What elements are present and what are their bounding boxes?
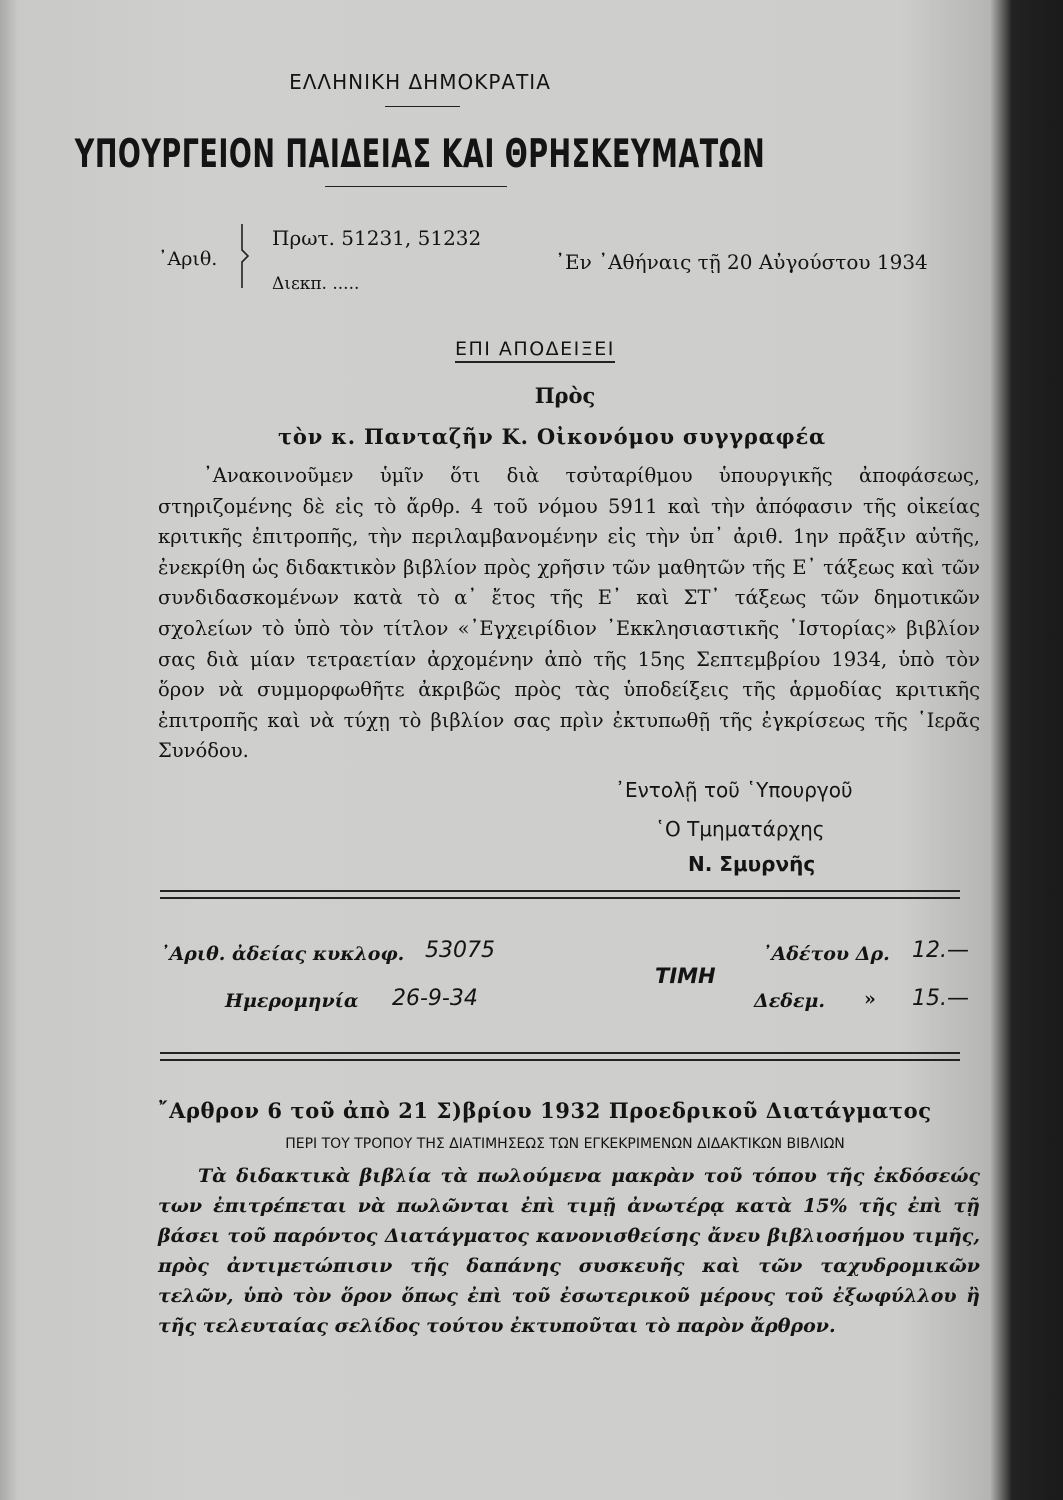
dispatch-number: Διεκπ. ..... xyxy=(272,274,360,294)
article-subheading: ΠΕΡΙ ΤΟΥ ΤΡΟΠΟΥ ΤΗΣ ΔΙΑΤΙΜΗΣΕΩΣ ΤΩΝ ΕΓΚΕΚΡΙΜΕΝΩΝ ΔΙΔΑΚΤΙΚΩΝ ΒΙΒΛΙΩΝ xyxy=(285,1136,845,1152)
reference-label: ᾽Αριθ. xyxy=(158,248,218,270)
place-date: ᾽Εν ᾽Αθήναις τῇ 20 Αὐγούστου 1934 xyxy=(555,250,928,274)
signature-name: Ν. Σμυρνῆς xyxy=(688,852,816,876)
bound-price: 15.— xyxy=(912,986,969,1011)
article-text: Τὰ διδακτικὰ βιβλία τὰ πωλούμενα μακρὰν τοῦ τόπου τῆς ἐκδόσεώς των ἐπιτρέπεται νὰ πωλῶνται ἐπὶ τιμῇ ἀνωτέρᾳ κατὰ 15% τῆς ἐπὶ τῇ βάσει τοῦ παρόντος Διατάγματος κανονισθείσης ἄνευ βιβλιοσήμου τιμῆς, πρὸς ἀντιμετώπισιν τῆς δαπάνης συσκευῆς καὶ τῶν ταχυδρομικῶν τελῶν, ὑπὸ τὸν ὅρον ὅπως ἐπὶ τοῦ ἐσωτερικοῦ μέρους τοῦ ἐξωφύλλου ἢ τῆς τελευταίας σελίδος τούτου ἐκτυποῦται τὸ παρὸν ἄρθρον. xyxy=(158,1165,980,1337)
unbound-price: 12.— xyxy=(912,938,969,963)
header-divider xyxy=(385,106,460,107)
addressee-name: τὸν κ. Πανταζῆν Κ. Οἰκονόμου συγγραφέα xyxy=(278,424,826,449)
unbound-label: ᾽Αδέτου Δρ. xyxy=(762,943,890,965)
signature-line-1: ᾽Εντολῇ τοῦ ῾Υπουργοῦ xyxy=(615,778,853,802)
ministry-divider xyxy=(325,186,507,187)
brace-icon xyxy=(240,222,250,290)
price-label: ΤΙΜΗ xyxy=(655,964,716,988)
permit-number: 53075 xyxy=(425,938,495,963)
body-paragraph: ᾽Ανακοινοῦμεν ὑμῖν ὅτι διὰ τσὐταρίθμου ὑπουργικῆς ἀποφάσεως, στηριζομένης δὲ εἰς τὸ ἄρθρ. 4 τοῦ νόμου 5911 καὶ τὴν ἀπόφασιν τῆς οἰκείας κριτικῆς ἐπιτροπῆς, τὴν περιλαμβανομένην εἰς τὴν ὑπ᾽ ἀριθ. 1ην πρᾶξιν αὐτῆς, ἐνεκρίθη ὡς διδακτικὸν βιβλίον πρὸς χρῆσιν τῶν μαθητῶν τῆς Ε᾽ τάξεως καὶ τῶν συνδιδασκομένων κατὰ τὸ α᾽ ἔτος τῆς Ε᾽ καὶ ΣΤ᾽ τάξεως τῶν δημοτικῶν σχολείων τὸ ὑπὸ τὸν τίτλον «᾽Εγχειρίδιον ᾽Εκκλησιαστικῆς ῾Ιστορίας» βιβλίον σας διὰ μίαν τετραετίαν ἀρχομένην ἀπὸ τῆς 15ης Σεπτεμβρίου 1934, ὑπὸ τὸν ὅρον νὰ συμμορφωθῆτε ἀκριβῶς πρὸς τὰς ὑποδείξεις τῆς ἁρμοδίας κριτικῆς ἐπιτροπῆς καὶ νὰ τύχῃ τὸ βιβλίον σας πρὶν ἐκτυπωθῇ τῆς ἐγκρίσεως τῆς ῾Ιερᾶς Συνόδου. xyxy=(158,464,980,763)
permit-label: ᾽Αριθ. ἀδείας κυκλοφ. xyxy=(160,943,405,965)
signature-line-2: ῾Ο Τμηματάρχης xyxy=(655,817,825,841)
double-divider-top xyxy=(160,890,960,899)
bound-label: Δεδεμ. xyxy=(754,990,826,1012)
permit-date: 26-9-34 xyxy=(392,986,478,1011)
bound-mark: » xyxy=(864,988,876,1010)
ministry-title: ΥΠΟΥΡΓΕΙΟΝ ΠΑΙΔΕΙΑΣ ΚΑΙ ΘΡΗΣΚΕΥΜΑΤΩΝ xyxy=(74,132,766,177)
republic-title: ΕΛΛΗΝΙΚΗ ΔΗΜΟΚΡΑΤΙΑ xyxy=(289,70,551,94)
article-heading: ῎Αρθρον 6 τοῦ ἀπὸ 21 Σ)βρίου 1932 Προεδρικοῦ Διατάγματος xyxy=(158,1098,932,1123)
receipt-stamp: ΕΠΙ ΑΠΟΔΕΙΞΕΙ xyxy=(455,338,615,363)
protocol-number: Πρωτ. 51231, 51232 xyxy=(272,226,482,250)
date-label: Ημερομηνία xyxy=(225,990,359,1012)
addressee-pros: Πρὸς xyxy=(534,383,596,408)
double-divider-bottom xyxy=(160,1052,960,1061)
